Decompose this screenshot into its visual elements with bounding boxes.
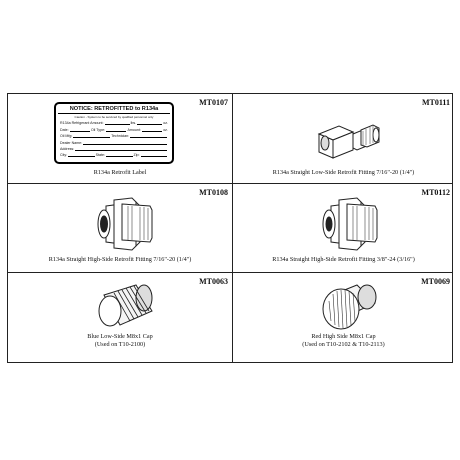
part-caption: Red High Side M8x1 Cap: [311, 333, 376, 340]
part-code: MT0111: [421, 98, 450, 107]
part-caption: (Used on T10-2102 & T10-2113): [302, 341, 385, 348]
part-code: MT0107: [199, 98, 228, 107]
label-field-row: Dealer Name:: [60, 141, 168, 145]
label-field-row: Oil Mfg: Technician:: [60, 134, 168, 138]
label-field-row: R134a Refrigerant Amount: lbs. oz.: [60, 121, 169, 126]
part-caption: R134a Straight High-Side Retrofit Fitting 7/16"-20 (1/4"): [48, 256, 192, 263]
part-caption: Blue Low-Side M8x1 Cap: [87, 333, 153, 340]
part-cell-mt0107: [8, 94, 232, 183]
straight-low-side-fitting-icon: [313, 112, 385, 164]
part-cell-mt0111: [233, 94, 454, 183]
part-cell-mt0108: [8, 184, 232, 272]
part-caption: R134a Straight High-Side Retrofit Fitting 3/8"-24 (3/16"): [272, 256, 415, 263]
straight-high-side-fitting-icon: [313, 196, 383, 252]
label-field-row: Date: Oil Type: Amount: oz.: [60, 127, 168, 132]
part-code: MT0069: [421, 277, 450, 286]
low-side-cap-icon: [92, 281, 156, 335]
part-caption: (Used on T10-2100): [94, 341, 146, 348]
part-caption: R134a Retrofit Label: [93, 169, 147, 176]
part-caption: R134a Straight Low-Side Retrofit Fitting 7/16"-20 (1/4"): [272, 169, 415, 176]
part-code: MT0112: [421, 188, 450, 197]
label-field-row: Address:: [60, 147, 168, 151]
label-title: NOTICE: RETROFITTED to R134a: [58, 106, 170, 114]
retrofit-label-card: [54, 102, 174, 164]
high-side-cap-icon: [317, 279, 379, 335]
part-cell-mt0063: [8, 273, 232, 364]
part-cell-mt0069: [233, 273, 454, 364]
straight-high-side-fitting-icon: [88, 196, 158, 252]
part-code: MT0063: [199, 277, 228, 286]
parts-sheet: [7, 93, 453, 363]
label-field-row: City: State: Zip:: [60, 153, 168, 157]
part-code: MT0108: [199, 188, 228, 197]
part-cell-mt0112: [233, 184, 454, 272]
label-caution: Caution - System to be serviced by qualified personnel only: [74, 115, 154, 119]
